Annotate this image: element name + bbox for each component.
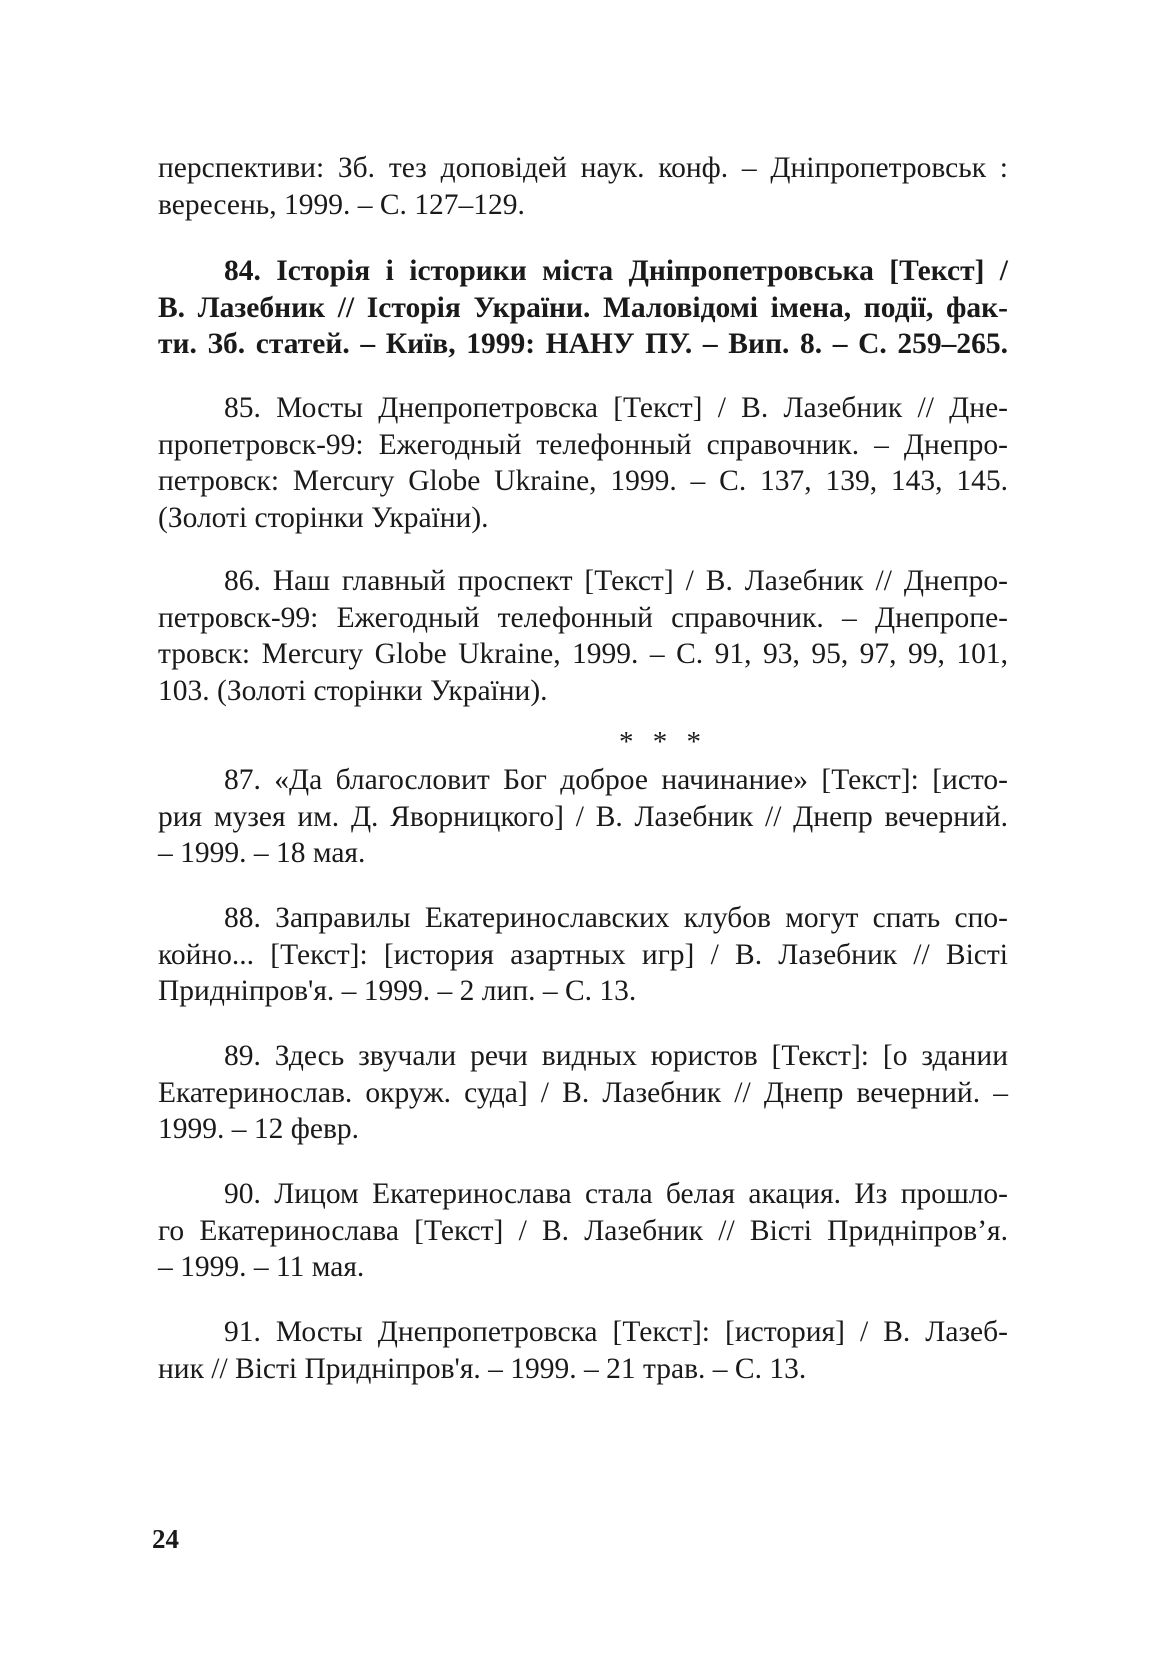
entry-line: 91. Мосты Днепропетровска [Текст]: [история] / В. Лазеб-	[224, 1316, 1008, 1348]
entry-line: 85. Мосты Днепропетровска [Текст] / В. Лазебник // Дне-	[224, 392, 1008, 424]
section-separator: * * *	[619, 726, 707, 758]
entry-line: В. Лазебник // Історія України. Маловідомі імена, події, фак-	[158, 291, 1008, 324]
entry-line: Екатеринослав. окруж. суда] / В. Лазебник // Днепр вечерний. –	[158, 1076, 1008, 1109]
entry-line: вересень, 1999. – С. 127–129.	[158, 188, 525, 221]
entry-86	[158, 563, 1008, 709]
entry-87	[158, 762, 1008, 872]
entry-85	[158, 390, 1008, 536]
entry-84	[158, 253, 1008, 363]
entry-line: ник // Вісті Придніпров'я. – 1999. – 21 трав. – С. 13.	[158, 1352, 807, 1385]
entry-line: 103. (Золоті сторінки України).	[158, 674, 548, 707]
entry-line: го Екатеринослава [Текст] / В. Лазебник // Вісті Придніпров’я.	[158, 1214, 1008, 1247]
entry-line: – 1999. – 18 мая.	[158, 837, 366, 869]
entry-line: 87. «Да благословит Бог доброе начинание» [Текст]: [исто-	[224, 764, 1008, 796]
entry-line: тровск: Mercury Globe Ukraine, 1999. – С. 91, 93, 95, 97, 99, 101,	[158, 638, 1008, 670]
entry-89	[158, 1038, 1008, 1148]
entry-line: пропетровск-99: Ежегодный телефонный справочник. – Днепро-	[158, 428, 1008, 461]
entry-line: ти. Зб. статей. – Київ, 1999: НАНУ ПУ. – Вип. 8. – С. 259–265.	[158, 328, 1008, 360]
entry-line: 88. Заправилы Екатеринославских клубов могут спать спо-	[224, 902, 1008, 934]
entry-line: перспективи: Зб. тез доповідей наук. конф. – Дніпропетровськ :	[158, 152, 1008, 184]
entry-line: 89. Здесь звучали речи видных юристов [Текст]: [о здании	[224, 1040, 1008, 1072]
entry-line: 90. Лицом Екатеринослава стала белая акация. Из прошло-	[224, 1178, 1008, 1210]
entry-line: 1999. – 12 февр.	[158, 1113, 360, 1145]
entry-line: 86. Наш главный проспект [Текст] / В. Лазебник // Днепро-	[224, 565, 1008, 597]
entry-line: койно... [Текст]: [история азартных игр] / В. Лазебник // Вісті	[158, 938, 1008, 971]
entry-line: 84. Історія і історики міста Дніпропетровська [Текст] /	[224, 255, 1008, 287]
page-number: 24	[152, 1524, 179, 1554]
entry-line: Придніпров'я. – 1999. – 2 лип. – С. 13.	[158, 975, 637, 1007]
entry-line: – 1999. – 11 мая.	[158, 1251, 365, 1283]
entry-90	[158, 1176, 1008, 1286]
entry-line: рия музея им. Д. Яворницкого] / В. Лазебник // Днепр вечерний.	[158, 800, 1008, 833]
entry-line: петровск-99: Ежегодный телефонный справочник. – Днепропе-	[158, 601, 1008, 634]
entry-91	[158, 1314, 1008, 1387]
entry-line: петровск: Mercury Globe Ukraine, 1999. – С. 137, 139, 143, 145.	[158, 465, 1008, 497]
entry-continuation	[158, 150, 1008, 223]
entry-88	[158, 900, 1008, 1010]
entry-line: (Золоті сторінки України).	[158, 501, 489, 534]
